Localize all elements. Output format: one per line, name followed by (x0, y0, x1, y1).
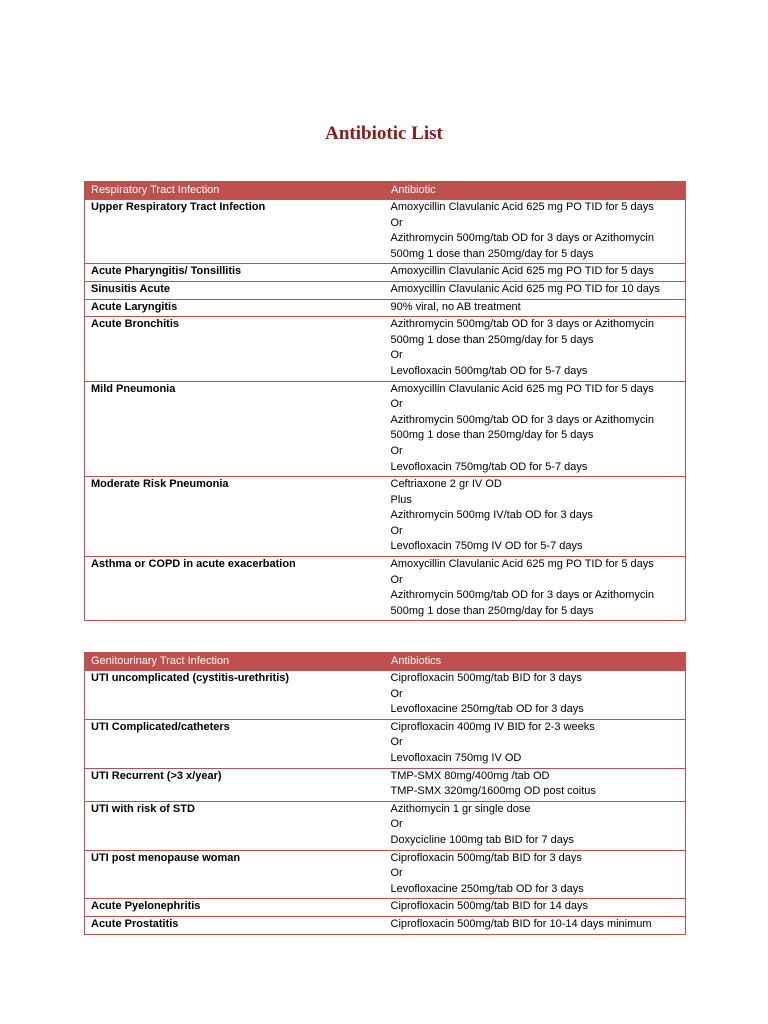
regimen-line: 500mg 1 dose than 250mg/day for 5 days (390, 333, 594, 346)
antibiotic-cell (385, 557, 686, 621)
antibiotic-cell (385, 801, 686, 850)
table-row (85, 264, 686, 282)
regimen-line: Levofloxacin 750mg IV OD for 5-7 days (390, 540, 583, 553)
antibiotic-cell (385, 916, 686, 934)
page-title: Antibiotic List (325, 123, 443, 144)
regimen-line: Azithomycin 1 gr single dose (390, 802, 531, 815)
column-header-antibiotic: Antibiotics (385, 653, 686, 671)
genitourinary-antibiotic-table (84, 652, 686, 935)
regimen-line: Azithromycin 500mg IV/tab OD for 3 days (390, 509, 593, 522)
antibiotic-cell (385, 299, 686, 317)
column-header-condition: Genitourinary Tract Infection (85, 653, 385, 671)
regimen-line: Levofloxacin 500mg/tab OD for 5-7 days (390, 364, 588, 377)
regimen-line: Or (390, 867, 403, 880)
table-row (85, 719, 686, 768)
table-row (85, 381, 686, 477)
antibiotic-cell (385, 317, 686, 381)
table-row (85, 671, 686, 720)
regimen-line: Ciprofloxacin 500mg/tab BID for 14 days (390, 900, 588, 913)
regimen-line: Or (390, 444, 403, 457)
condition-cell: UTI uncomplicated (cystitis-urethritis) (85, 671, 385, 720)
condition-cell: Asthma or COPD in acute exacerbation (85, 557, 385, 621)
table-row (85, 281, 686, 299)
regimen-line: Amoxycillin Clavulanic Acid 625 mg PO TID for 5 days (390, 558, 654, 571)
respiratory-antibiotic-table (84, 181, 686, 621)
condition-cell: Acute Laryngitis (85, 299, 385, 317)
table-row (85, 477, 686, 557)
regimen-line: Levofloxacine 250mg/tab OD for 3 days (390, 703, 584, 716)
table-header-row (85, 182, 686, 200)
antibiotic-cell (385, 381, 686, 477)
table-row (85, 768, 686, 801)
regimen-line: Azithromycin 500mg/tab OD for 3 days or Azithomycin (390, 232, 654, 245)
table-row (85, 557, 686, 621)
regimen-line: TMP-SMX 320mg/1600mg OD post coitus (390, 785, 596, 798)
regimen-line: Ciprofloxacin 500mg/tab BID for 10-14 days minimum (390, 917, 652, 930)
table-header-row (85, 653, 686, 671)
condition-cell: Mild Pneumonia (85, 381, 385, 477)
table-row (85, 899, 686, 917)
regimen-line: Amoxycillin Clavulanic Acid 625 mg PO TID for 10 days (390, 282, 660, 295)
antibiotic-cell (385, 671, 686, 720)
condition-cell: UTI Recurrent (>3 x/year) (85, 768, 385, 801)
table-row (85, 200, 686, 264)
regimen-line: Or (390, 818, 403, 831)
regimen-line: 500mg 1 dose than 250mg/day for 5 days (390, 604, 594, 617)
regimen-line: 500mg 1 dose than 250mg/day for 5 days (390, 247, 594, 260)
condition-cell: UTI Complicated/catheters (85, 719, 385, 768)
regimen-line: Levofloxacin 750mg/tab OD for 5-7 days (390, 460, 588, 473)
regimen-line: Or (390, 736, 403, 749)
regimen-line: Doxycicline 100mg tab BID for 7 days (390, 833, 574, 846)
regimen-line: Ciprofloxacin 400mg IV BID for 2-3 weeks (390, 720, 595, 733)
antibiotic-cell (385, 264, 686, 282)
antibiotic-cell (385, 719, 686, 768)
regimen-line: Or (390, 687, 403, 700)
regimen-line: Ciprofloxacin 500mg/tab BID for 3 days (390, 851, 582, 864)
regimen-line: 90% viral, no AB treatment (390, 300, 521, 313)
condition-cell: UTI post menopause woman (85, 850, 385, 899)
antibiotic-cell (385, 768, 686, 801)
table-row (85, 850, 686, 899)
regimen-line: Ceftriaxone 2 gr IV OD (390, 478, 502, 491)
condition-cell: Sinusitis Acute (85, 281, 385, 299)
regimen-line: Ciprofloxacin 500mg/tab BID for 3 days (390, 672, 582, 684)
condition-cell: Acute Bronchitis (85, 317, 385, 381)
regimen-line: Or (390, 216, 403, 229)
regimen-line: Or (390, 349, 403, 362)
regimen-line: Azithromycin 500mg/tab OD for 3 days or Azithomycin (390, 318, 654, 331)
regimen-line: Levofloxacin 750mg IV OD (390, 751, 522, 764)
condition-cell: Acute Prostatitis (85, 916, 385, 934)
regimen-line: Amoxycillin Clavulanic Acid 625 mg PO TID for 5 days (390, 265, 654, 278)
antibiotic-cell (385, 850, 686, 899)
regimen-line: Or (390, 524, 403, 537)
column-header-antibiotic: Antibiotic (385, 182, 686, 200)
regimen-line: TMP-SMX 80mg/400mg /tab OD (390, 769, 550, 782)
table-row (85, 317, 686, 381)
regimen-line: Levofloxacine 250mg/tab OD for 3 days (390, 882, 584, 895)
regimen-line: Plus (390, 493, 412, 506)
antibiotic-cell (385, 899, 686, 917)
regimen-line: Amoxycillin Clavulanic Acid 625 mg PO TID for 5 days (390, 201, 654, 213)
condition-cell: UTI with risk of STD (85, 801, 385, 850)
condition-cell: Upper Respiratory Tract Infection (85, 200, 385, 264)
antibiotic-cell (385, 281, 686, 299)
column-header-condition: Respiratory Tract Infection (85, 182, 385, 200)
antibiotic-cell (385, 200, 686, 264)
table-row (85, 299, 686, 317)
regimen-line: Or (390, 398, 403, 411)
regimen-line: Azithromycin 500mg/tab OD for 3 days or Azithomycin (390, 413, 654, 426)
table-row (85, 801, 686, 850)
table-body (85, 200, 686, 621)
regimen-line: Amoxycillin Clavulanic Acid 625 mg PO TID for 5 days (390, 382, 654, 395)
table-row (85, 916, 686, 934)
antibiotic-cell (385, 477, 686, 557)
condition-cell: Moderate Risk Pneumonia (85, 477, 385, 557)
table-body (85, 671, 686, 935)
condition-cell: Acute Pharyngitis/ Tonsillitis (85, 264, 385, 282)
regimen-line: Azithromycin 500mg/tab OD for 3 days or Azithomycin (390, 589, 654, 602)
regimen-line: 500mg 1 dose than 250mg/day for 5 days (390, 429, 594, 442)
condition-cell: Acute Pyelonephritis (85, 899, 385, 917)
regimen-line: Or (390, 573, 403, 586)
